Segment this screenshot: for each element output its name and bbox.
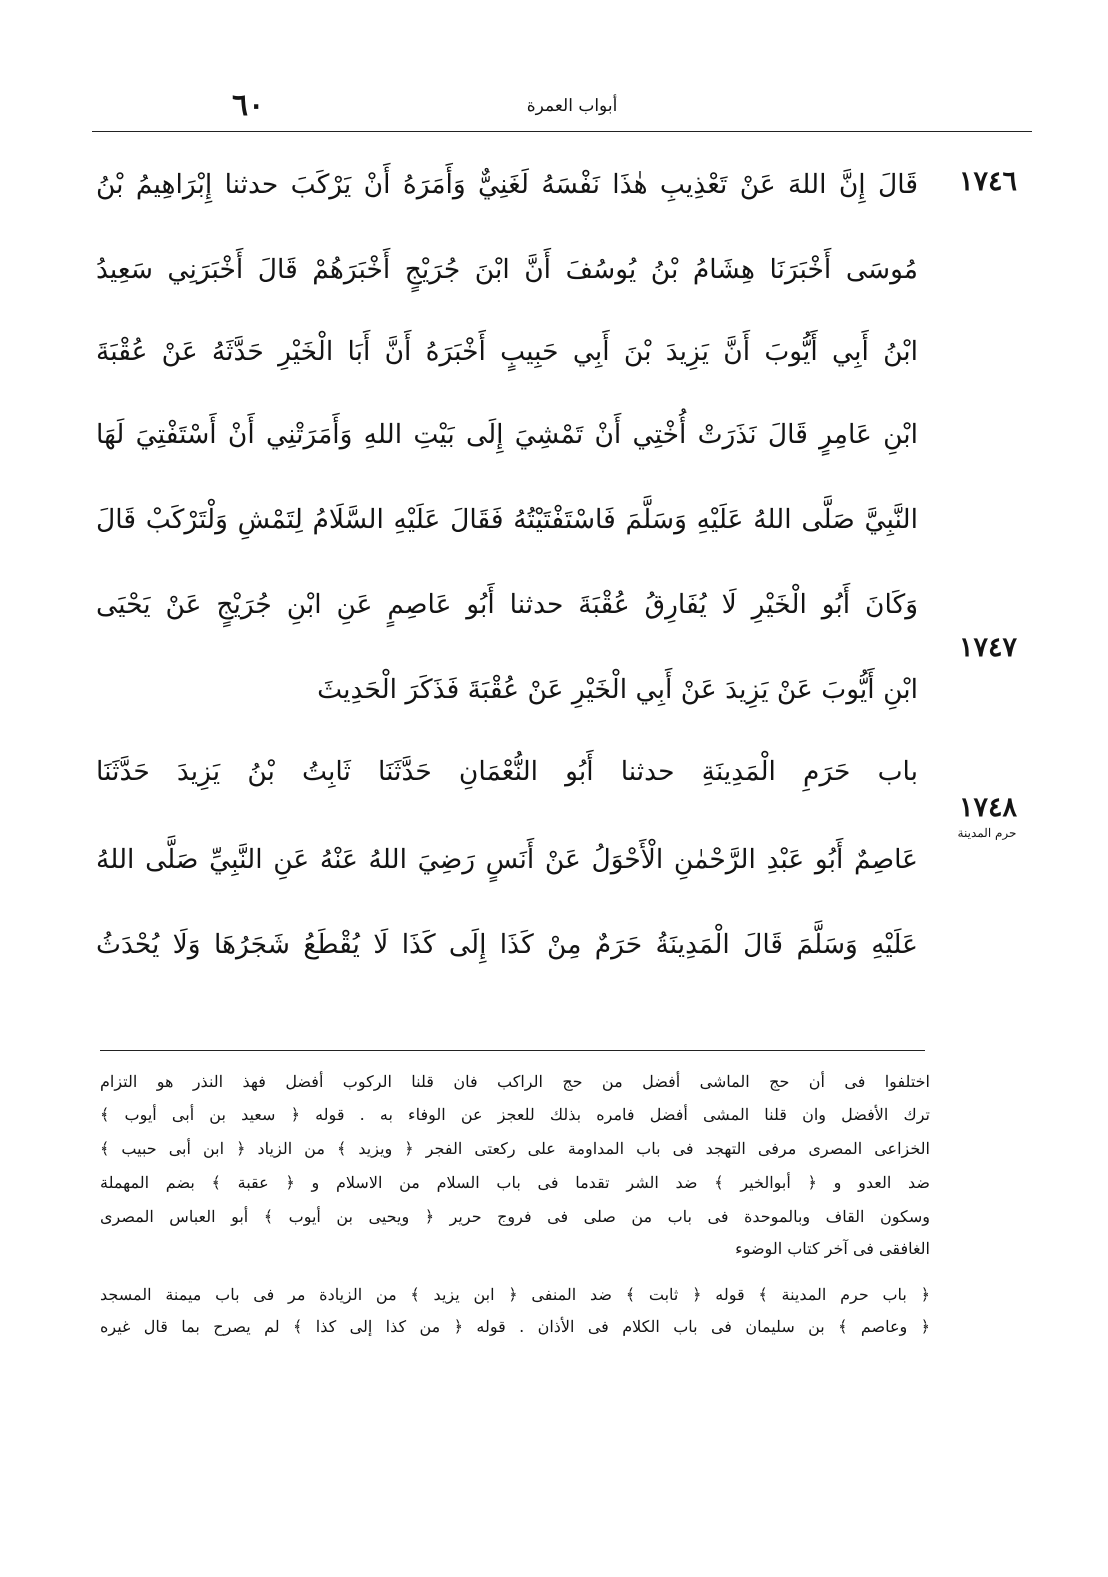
- text-line: باب حَرَمِ الْمَدِينَةِ حدثنا أَبُو النُّعْمَانِ حَدَّثَنَا ثَابِتُ بْنُ يَزِيدَ حَدَّثَنَا: [96, 756, 918, 787]
- footnote-line: ضد العدو و ﴿ أبوالخير ﴾ ضد الشر تقدما فى باب السلام من الاسلام و ﴿ عقبة ﴾ بضم المهملة: [100, 1173, 930, 1192]
- footnote-line: وسكون القاف وبالموحدة فى باب من صلى فى فروج حرير ﴿ ويحيى بن أيوب ﴾ أبو العباس المصرى: [100, 1207, 930, 1226]
- text-line: النَّبِيَّ صَلَّى اللهُ عَلَيْهِ وَسَلَّمَ فَاسْتَفْتَيْتُهُ فَقَالَ عَلَيْهِ السَّلَامُ لِتَمْشِ وَلْتَرْكَبْ قَالَ: [96, 504, 918, 535]
- text-line: مُوسَى أَخْبَرَنَا هِشَامُ بْنُ يُوسُفَ أَنَّ ابْنَ جُرَيْجٍ أَخْبَرَهُمْ قَالَ أَخْبَرَنِي سَعِيدُ: [96, 254, 918, 285]
- text-line: وَكَانَ أَبُو الْخَيْرِ لَا يُفَارِقُ عُقْبَةَ حدثنا أَبُو عَاصِمٍ عَنِ ابْنِ جُرَيْجٍ عَنْ يَحْيَى: [96, 589, 918, 620]
- hadith-number: ١٧٤٦: [958, 166, 1017, 197]
- text-line: ابْنِ أَيُّوبَ عَنْ يَزِيدَ عَنْ أَبِي الْخَيْرِ عَنْ عُقْبَةَ فَذَكَرَ الْحَدِيثَ: [317, 674, 918, 705]
- text-line: قَالَ إِنَّ اللهَ عَنْ تَعْذِيبِ هٰذَا نَفْسَهُ لَغَنِيٌّ وَأَمَرَهُ أَنْ يَرْكَبَ حدثنا إِبْرَاهِيمُ بْنُ: [96, 169, 918, 200]
- text-line: عَاصِمٌ أَبُو عَبْدِ الرَّحْمٰنِ الْأَحْوَلُ عَنْ أَنَسٍ رَضِيَ اللهُ عَنْهُ عَنِ النَّبِيِّ صَلَّى اللهُ: [96, 844, 918, 875]
- footnote-line: ﴿ باب حرم المدينة ﴾ قوله ﴿ ثابت ﴾ ضد المنفى ﴿ ابن يزيد ﴾ من الزيادة مر فى باب ميمنة المسجد: [100, 1285, 930, 1304]
- header-divider: [92, 131, 1032, 132]
- hadith-number: ١٧٤٧: [958, 632, 1017, 663]
- text-line: ابْنِ عَامِرٍ قَالَ نَذَرَتْ أُخْتِي أَنْ تَمْشِيَ إِلَى بَيْتِ اللهِ وَأَمَرَتْنِي أَنْ أَسْتَفْتِيَ لَهَا: [96, 419, 918, 450]
- footnote-line: ترك الأفضل وان قلنا المشى أفضل فامره بذلك للعجز عن الوفاء به . قوله ﴿ سعيد بن أبى أيوب ﴾: [100, 1105, 930, 1124]
- text-line: ابْنُ أَبِي أَيُّوبَ أَنَّ يَزِيدَ بْنَ أَبِي حَبِيبٍ أَخْبَرَهُ أَنَّ أَبَا الْخَيْرِ حَدَّثَهُ عَنْ عُقْبَةَ: [96, 336, 918, 367]
- page-number: ٦٠: [232, 88, 265, 123]
- running-title: أبواب العمرة: [526, 96, 618, 116]
- footnote-divider: [100, 1050, 925, 1051]
- text-line: عَلَيْهِ وَسَلَّمَ قَالَ الْمَدِينَةُ حَرَمٌ مِنْ كَذَا إِلَى كَذَا لَا يُقْطَعُ شَجَرُهَا وَلَا يُحْدَثُ: [96, 929, 918, 960]
- hadith-number: ١٧٤٨: [958, 792, 1017, 823]
- margin-note: حرم المدينة: [957, 826, 1017, 840]
- footnote-line: ﴿ وعاصم ﴾ بن سليمان فى باب الكلام فى الأذان . قوله ﴿ من كذا إلى كذا ﴾ لم يصرح بما قال غيره: [100, 1317, 930, 1336]
- footnote-line: الخزاعى المصرى مرفى التهجد فى باب المداومة على ركعتى الفجر ﴿ ويزيد ﴾ من الزياد ﴿ ابن أبى حبيب ﴾: [100, 1139, 930, 1158]
- footnote-line: الغافقى فى آخر كتاب الوضوء: [735, 1239, 930, 1258]
- running-header: [92, 84, 1032, 124]
- footnote-line: اختلفوا فى أن حج الماشى أفضل من حج الراكب فان قلنا الركوب أفضل فهذ النذر هو التزام: [100, 1072, 930, 1091]
